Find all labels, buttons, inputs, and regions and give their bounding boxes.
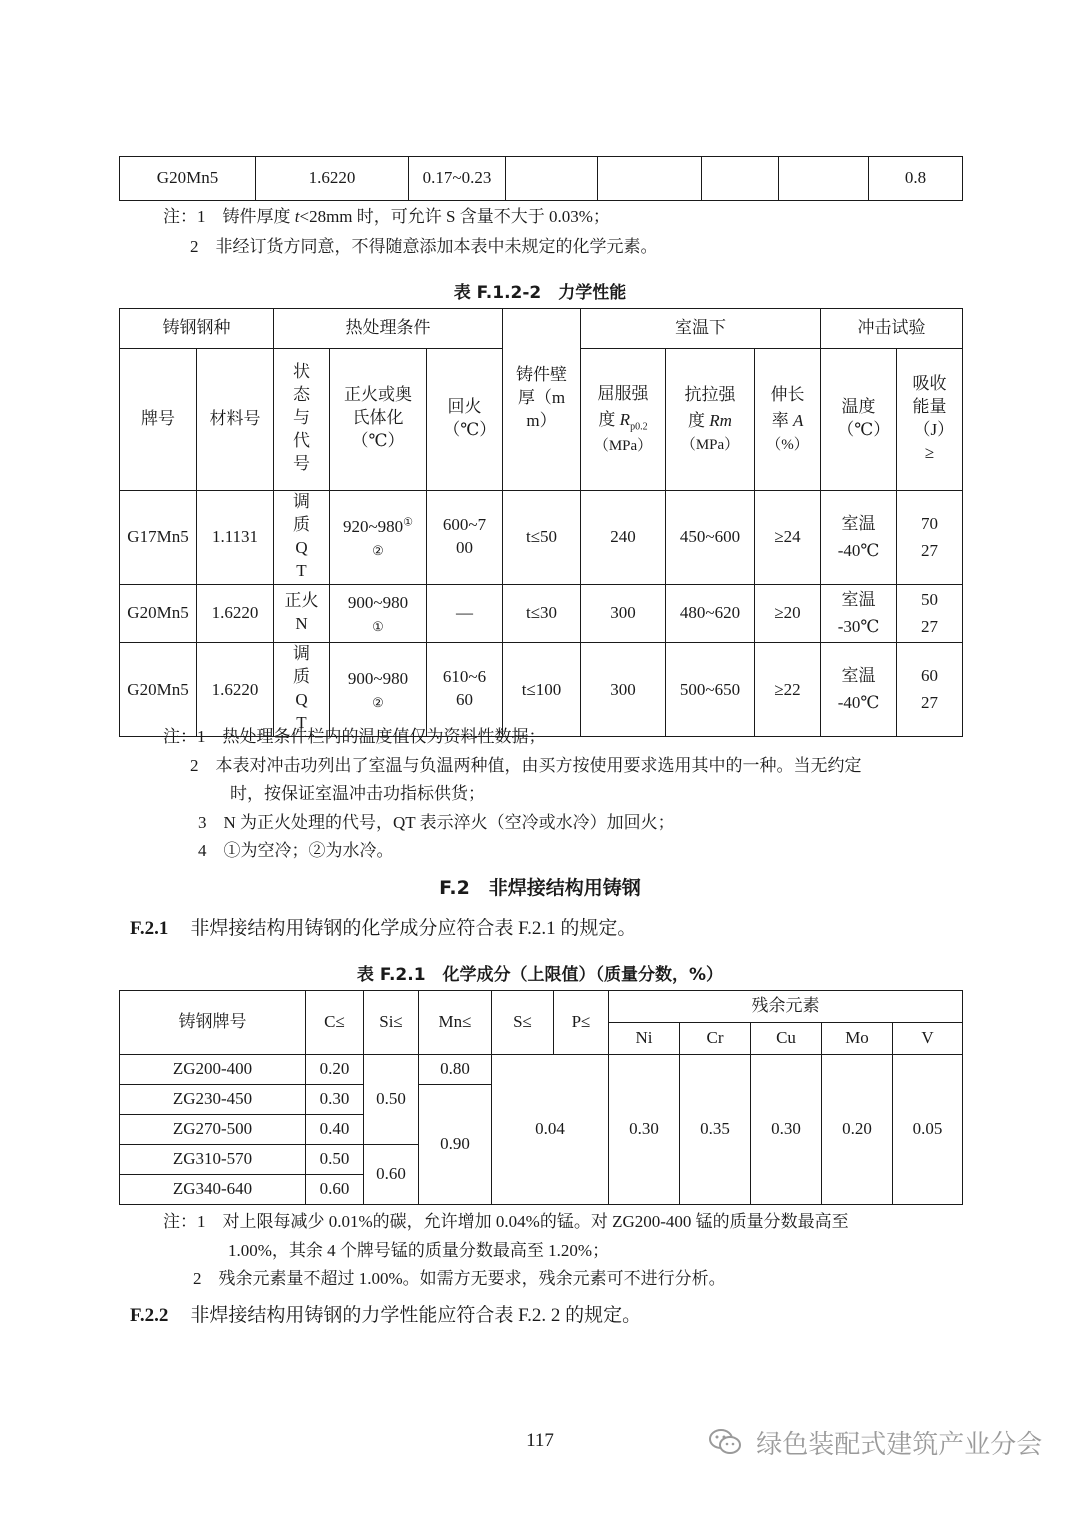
cell: G20Mn5 — [120, 643, 197, 737]
table3-note-2: 2 残余元素量不超过 1.00%。如需方无要求，残余元素可不进行分析。 — [193, 1269, 726, 1288]
cell: 600~700 — [427, 491, 503, 585]
cell: 0.30 — [306, 1085, 364, 1115]
header-mn: Mn≤ — [419, 991, 492, 1055]
cell — [779, 157, 869, 201]
table-row — [120, 643, 963, 737]
cell: 0.40 — [306, 1115, 364, 1145]
header-elongation: 伸长 率 A （%） — [755, 349, 821, 491]
table2-note-3: 3 N 为正火处理的代号，QT 表示淬火（空冷或水冷）加回火； — [198, 813, 675, 832]
header-v: V — [893, 1023, 963, 1055]
cell: 920~980① ② — [330, 491, 427, 585]
header-state: 状态与代号 — [274, 349, 330, 491]
cell: 0.17~0.23 — [409, 157, 506, 201]
cell: ZG270-500 — [120, 1115, 306, 1145]
cell: 500~650 — [666, 643, 755, 737]
paragraph-f22: F.2.2 非焊接结构用铸钢的力学性能应符合表 F.2. 2 的规定。 — [130, 1305, 642, 1326]
table-row — [120, 1055, 963, 1085]
header-ni: Ni — [609, 1023, 680, 1055]
header-temp: 温度（℃） — [821, 349, 897, 491]
header-room: 室温下 — [581, 309, 821, 349]
cell: 610~660 — [427, 643, 503, 737]
cell: ≥22 — [755, 643, 821, 737]
cell: 0.50 — [364, 1055, 419, 1145]
cell: 1.6220 — [197, 643, 274, 737]
cell: 0.50 — [306, 1145, 364, 1175]
header-cr: Cr — [680, 1023, 751, 1055]
cell: 室温 -40℃ — [821, 491, 897, 585]
cell: 0.35 — [680, 1055, 751, 1205]
header-yield: 屈服强 度 $R_{p0.2}$ （MPa） — [581, 349, 666, 491]
cell: 900~980 ① — [330, 585, 427, 643]
top-note-2: 2 非经订货方同意，不得随意添加本表中未规定的化学元素。 — [190, 237, 658, 256]
cell: ZG230-450 — [120, 1085, 306, 1115]
cell: 1.1131 — [197, 491, 274, 585]
cell: 300 — [581, 643, 666, 737]
cell: 调质QT — [274, 491, 330, 585]
cell: 正火N — [274, 585, 330, 643]
cell: 300 — [581, 585, 666, 643]
section-heading: F.2 非焊接结构用铸钢 — [439, 877, 641, 899]
header-absorb: 吸收能量（J）≥ — [897, 349, 963, 491]
cell: 60 27 — [897, 643, 963, 737]
table3-note-1-cont: 1.00%，其余 4 个牌号锰的质量分数最高至 1.20%； — [228, 1241, 610, 1260]
header-s: S≤ — [492, 991, 554, 1055]
paragraph-f21: F.2.1 非焊接结构用铸钢的化学成分应符合表 F.2.1 的规定。 — [130, 918, 637, 939]
table2-note-4: 4 ①为空冷；②为水冷。 — [198, 841, 394, 860]
cell: ZG200-400 — [120, 1055, 306, 1085]
header-normalize: 正火或奥氏体化（℃） — [330, 349, 427, 491]
header-tensile: 抗拉强 度 Rm （MPa） — [666, 349, 755, 491]
cell: 0.20 — [822, 1055, 893, 1205]
table-row — [120, 585, 963, 643]
cell: 70 27 — [897, 491, 963, 585]
cell: 900~980 ② — [330, 643, 427, 737]
cell: 480~620 — [666, 585, 755, 643]
table-caption: 表 F.1.2-2 力学性能 — [453, 283, 627, 303]
chemical-composition-table — [119, 990, 963, 1205]
cell: 450~600 — [666, 491, 755, 585]
header-material: 材料号 — [197, 349, 274, 491]
table3-caption: 表 F.2.1 化学成分（上限值）（质量分数，%） — [356, 965, 724, 985]
cell: ZG340-640 — [120, 1175, 306, 1205]
header-grade: 铸钢牌号 — [120, 991, 306, 1055]
cell: 1.6220 — [256, 157, 409, 201]
cell: 0.60 — [364, 1145, 419, 1205]
table3-note-1: 注：1 对上限每减少 0.01%的碳，允许增加 0.04%的锰。对 ZG200-400 锰的质量分数最高至 — [163, 1212, 849, 1231]
cell: 0.90 — [419, 1085, 492, 1205]
header-impact: 冲击试验 — [821, 309, 963, 349]
top-table — [119, 156, 963, 201]
cell: 240 — [581, 491, 666, 585]
cell: — — [427, 585, 503, 643]
cell: 1.6220 — [197, 585, 274, 643]
cell — [506, 157, 598, 201]
cell: 50 27 — [897, 585, 963, 643]
cell: G17Mn5 — [120, 491, 197, 585]
cell: ≥24 — [755, 491, 821, 585]
top-note-1: 注：1 铸件厚度 t<28mm 时，可允许 S 含量不大于 0.03%； — [163, 207, 610, 226]
header-residual: 残余元素 — [609, 991, 963, 1023]
cell — [702, 157, 779, 201]
table2-note-1: 注：1 热处理条件栏内的温度值仅为资料性数据； — [163, 727, 546, 746]
mechanical-properties-table — [119, 308, 963, 737]
cell: 0.80 — [419, 1055, 492, 1085]
cell: 室温 -30℃ — [821, 585, 897, 643]
header-cu: Cu — [751, 1023, 822, 1055]
header-temper: 回火（℃） — [427, 349, 503, 491]
cell: 0.05 — [893, 1055, 963, 1205]
table-row — [120, 491, 963, 585]
header-steel: 铸钢钢种 — [120, 309, 274, 349]
header-si: Si≤ — [364, 991, 419, 1055]
wechat-icon — [708, 1427, 742, 1464]
cell: ≥20 — [755, 585, 821, 643]
cell: t≤100 — [503, 643, 581, 737]
header-c: C≤ — [306, 991, 364, 1055]
header-p: P≤ — [554, 991, 609, 1055]
cell: 室温 -40℃ — [821, 643, 897, 737]
cell: 0.60 — [306, 1175, 364, 1205]
cell: 0.20 — [306, 1055, 364, 1085]
header-thickness: 铸件壁厚（mm） — [503, 309, 581, 491]
cell: 调质QT — [274, 643, 330, 737]
table2-note-2: 2 本表对冲击功列出了室温与负温两种值，由买方按使用要求选用其中的一种。当无约定 — [190, 756, 862, 775]
cell: 0.8 — [869, 157, 963, 201]
cell: G20Mn5 — [120, 157, 256, 201]
cell: t≤30 — [503, 585, 581, 643]
cell: 0.30 — [751, 1055, 822, 1205]
cell: 0.30 — [609, 1055, 680, 1205]
header-heat: 热处理条件 — [274, 309, 503, 349]
cell: 0.04 — [492, 1055, 609, 1205]
watermark: 绿色装配式建筑产业分会 — [708, 1424, 1042, 1464]
header-grade: 牌号 — [120, 349, 197, 491]
table2-note-2-cont: 时，按保证室温冲击功指标供货； — [230, 784, 485, 803]
page-number: 117 — [526, 1430, 554, 1451]
cell: ZG310-570 — [120, 1145, 306, 1175]
header-mo: Mo — [822, 1023, 893, 1055]
cell — [598, 157, 702, 201]
cell: G20Mn5 — [120, 585, 197, 643]
cell: t≤50 — [503, 491, 581, 585]
